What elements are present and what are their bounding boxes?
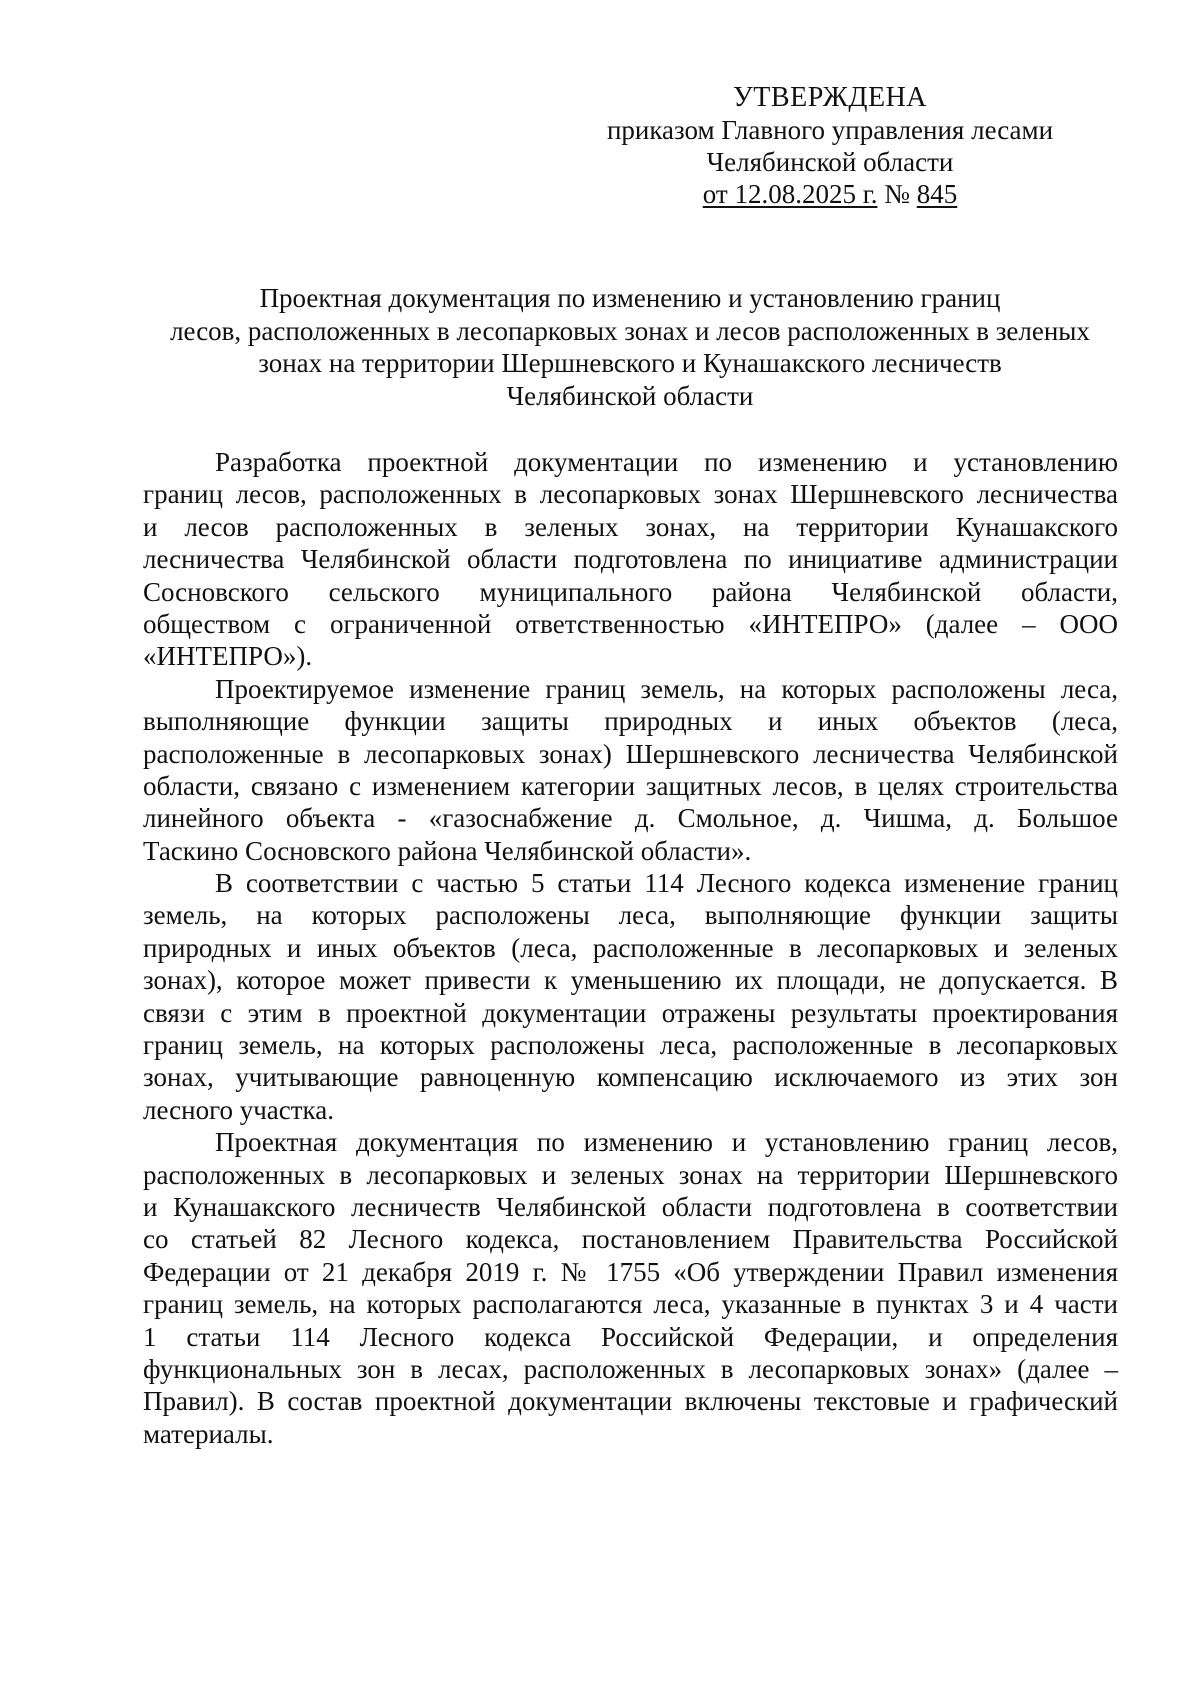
text-line: расположенных в лесопарковых и зеленых зонах на территории Шершневского [143,1159,1118,1190]
title-line: Челябинской области [506,380,754,411]
text-line: природных и иных объектов (леса, расположенные в лесопарковых и зеленых [143,932,1118,963]
document-body [143,446,1118,1450]
approved-heading: УТВЕРЖДЕНА [732,82,928,113]
title-line: зонах на территории Шершневского и Кунашакского лесничеств [258,348,1002,378]
text-line: границ лесов, расположенных в лесопарковых зонах Шершневского лесничества [143,479,1118,510]
title-line: лесов, расположенных в лесопарковых зонах и лесов расположенных в зеленых [170,315,1090,346]
text-line: и лесов расположенных в зеленых зонах, на территории Кунашакского [143,511,1118,542]
text-line: линейного объекта - «газоснабжение д. Смольное, д. Чишма, д. Большое [143,803,1118,834]
title-line: Проектная документация по изменению и установлению границ [259,283,1001,313]
text-line: лесного участка. [143,1094,335,1125]
text-line: расположенные в лесопарковых зонах) Шершневского лесничества Челябинской [143,738,1118,769]
text-line: функциональных зон в лесах, расположенных в лесопарковых зонах» (далее – [143,1353,1118,1384]
text-line: области, связано с изменением категории защитных лесов, в целях строительства [143,770,1118,801]
text-line: 1 статьи 114 Лесного кодекса Российской Федерации, и определения [143,1321,1118,1352]
order-number: 845 [916,179,958,209]
text-line: материалы. [143,1418,274,1449]
text-line: и Кунашакского лесничеств Челябинской области подготовлена в соответствии [143,1191,1118,1222]
text-line: Проектная документация по изменению и установлению границ лесов, [215,1127,1118,1158]
text-line: зонах), которое может привести к уменьшению их площади, не допускается. В [143,965,1118,996]
text-line: обществом с ограниченной ответственностью «ИНТЕПРО» (далее – ООО [143,608,1118,639]
text-line: В соответствии с частью 5 статьи 114 Лесного кодекса изменение границ [215,868,1118,899]
text-line: Федерации от 21 декабря 2019 г. № 1755 «Об утверждении Правил изменения [143,1256,1118,1287]
paragraph-initiative [143,446,1118,673]
text-line: выполняющие функции защиты природных и иных объектов (леса, [143,706,1118,737]
text-line: Разработка проектной документации по изменению и установлению [215,447,1118,477]
text-line: Проектируемое изменение границ земель, на которых расположены леса, [215,673,1118,704]
document-title [140,282,1120,412]
text-line: зонах, учитывающие равноценную компенсацию исключаемого из этих зон [143,1062,1118,1093]
approval-stamp [560,82,1100,210]
approval-line-2: Челябинской области [706,147,954,177]
order-reference [560,178,1100,210]
text-line: земель, на которых расположены леса, выполняющие функции защиты [143,900,1118,931]
text-line: «ИНТЕПРО»). [143,641,313,672]
text-line: Правил). В состав проектной документации включены текстовые и графический [143,1386,1118,1417]
order-date: от 12.08.2025 г. [702,179,878,209]
paragraph-legal-basis [143,1126,1118,1450]
paragraph-boundary-change [143,673,1118,867]
approval-line-1: приказом Главного управления лесами [606,115,1054,145]
text-line: со статьей 82 Лесного кодекса, постановлением Правительства Российской [143,1224,1118,1255]
paragraph-forest-code [143,867,1118,1126]
text-line: лесничества Челябинской области подготовлена по инициативе администрации [143,544,1118,575]
text-line: Таскино Сосновского района Челябинской области». [143,835,752,866]
text-line: границ земель, на которых располагаются леса, указанные в пунктах 3 и 4 части [143,1289,1118,1320]
order-number-sign: № [884,179,910,209]
text-line: границ земель, на которых расположены леса, расположенные в лесопарковых [143,1030,1118,1061]
text-line: Сосновского сельского муниципального района Челябинской области, [143,576,1118,607]
text-line: связи с этим в проектной документации отражены результаты проектирования [143,997,1118,1028]
